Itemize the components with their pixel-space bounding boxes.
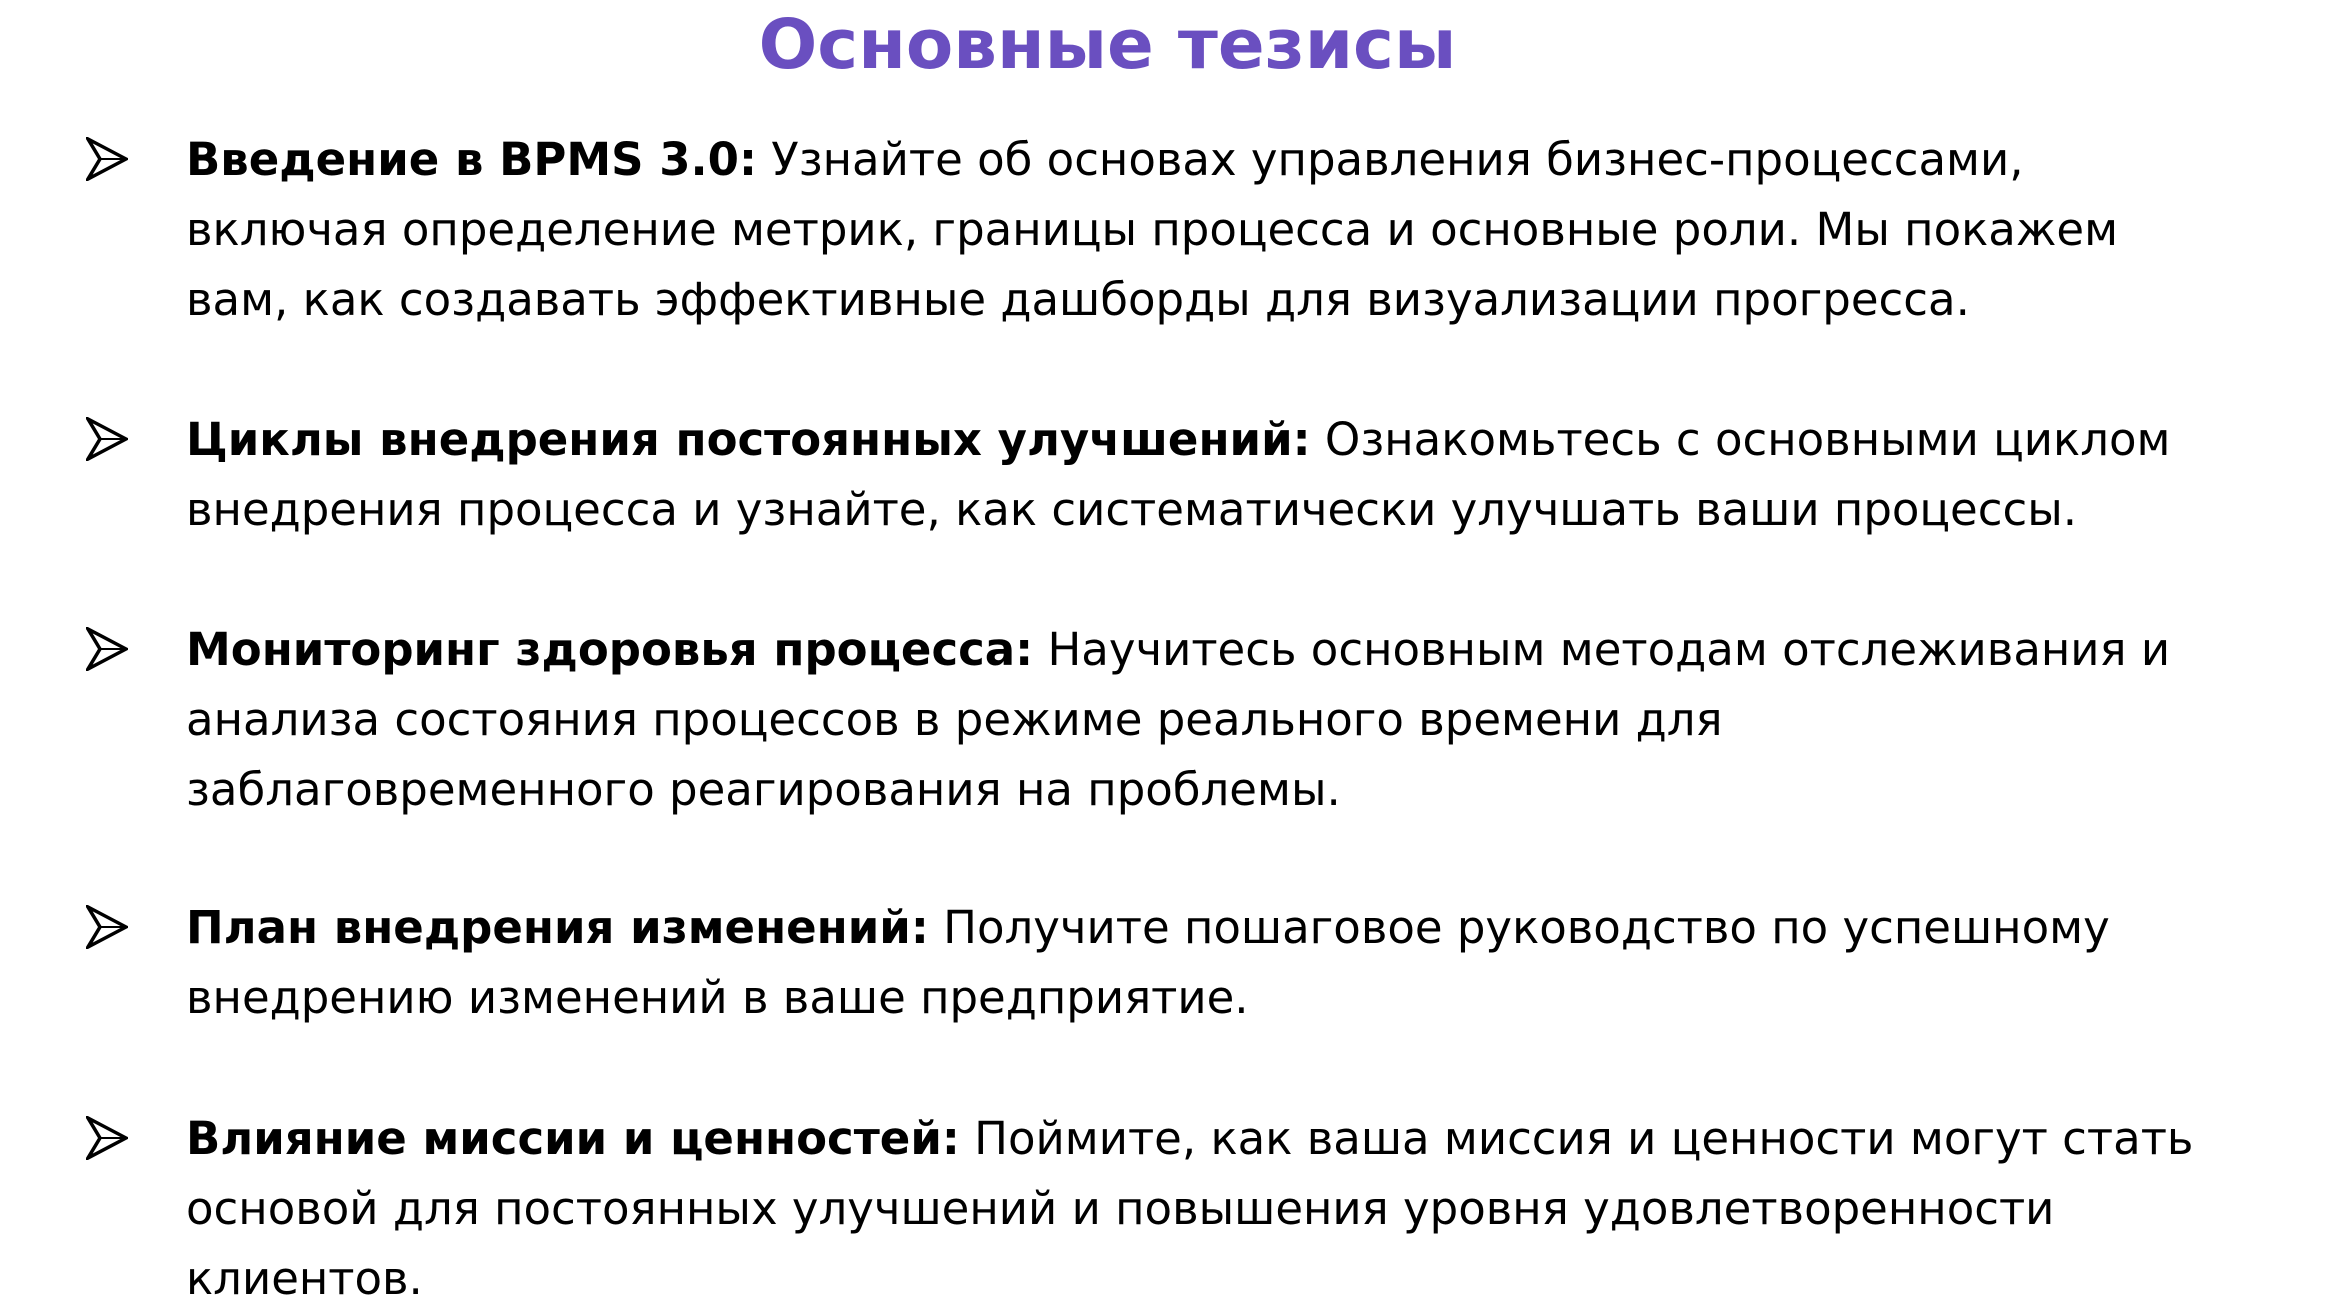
arrowhead-bullet-icon — [86, 1116, 128, 1160]
bullet-line-text: Поймите, как ваша миссия и ценности могут стать — [959, 1112, 2194, 1165]
bullet-lead: Мониторинг здоровья процесса: — [186, 623, 1034, 676]
bullet-line — [186, 893, 2236, 963]
bullet-line-text: Получите пошаговое руководство по успешному — [928, 901, 2110, 954]
bullet-line-text: Научитесь основным методам отслеживания и — [1033, 623, 2171, 676]
bullet-line — [186, 405, 2236, 475]
bullet-text — [186, 125, 2236, 335]
bullet-line — [186, 1104, 2236, 1174]
bullet-line — [186, 615, 2236, 685]
slide-title: Основные тезисы — [758, 5, 1457, 85]
arrowhead-bullet-icon — [86, 905, 128, 949]
bullet-text — [186, 1104, 2236, 1314]
bullet-line: внедрению изменений в ваше предприятие. — [186, 971, 1249, 1024]
arrowhead-bullet-icon — [86, 627, 128, 671]
bullet-line-text: Ознакомьтесь с основными циклом — [1310, 413, 2171, 466]
bullet-line: анализа состояния процессов в режиме реального времени для — [186, 693, 1723, 746]
bullet-lead: Циклы внедрения постоянных улучшений: — [186, 413, 1311, 466]
bullet-lead: План внедрения изменений: — [186, 901, 929, 954]
bullet-text — [186, 405, 2236, 545]
bullet-line: основой для постоянных улучшений и повышения уровня удовлетворенности — [186, 1182, 2055, 1235]
bullet-line: включая определение метрик, границы процесса и основные роли. Мы покажем — [186, 203, 2119, 256]
bullet-line-text: Узнайте об основах управления бизнес-процессами, — [756, 133, 2024, 186]
bullet-line: внедрения процесса и узнайте, как систематически улучшать ваши процессы. — [186, 483, 2078, 536]
bullet-lead: Влияние миссии и ценностей: — [186, 1112, 960, 1165]
bullet-line: клиентов. — [186, 1252, 423, 1305]
arrowhead-bullet-icon — [86, 417, 128, 461]
bullet-text — [186, 893, 2236, 1033]
bullet-lead: Введение в BPMS 3.0: — [186, 133, 757, 186]
bullet-line: заблаговременного реагирования на проблемы. — [186, 763, 1341, 816]
bullet-text — [186, 615, 2236, 825]
bullet-line: вам, как создавать эффективные дашборды для визуализации прогресса. — [186, 273, 1970, 326]
bullet-line — [186, 125, 2236, 195]
arrowhead-bullet-icon — [86, 137, 128, 181]
